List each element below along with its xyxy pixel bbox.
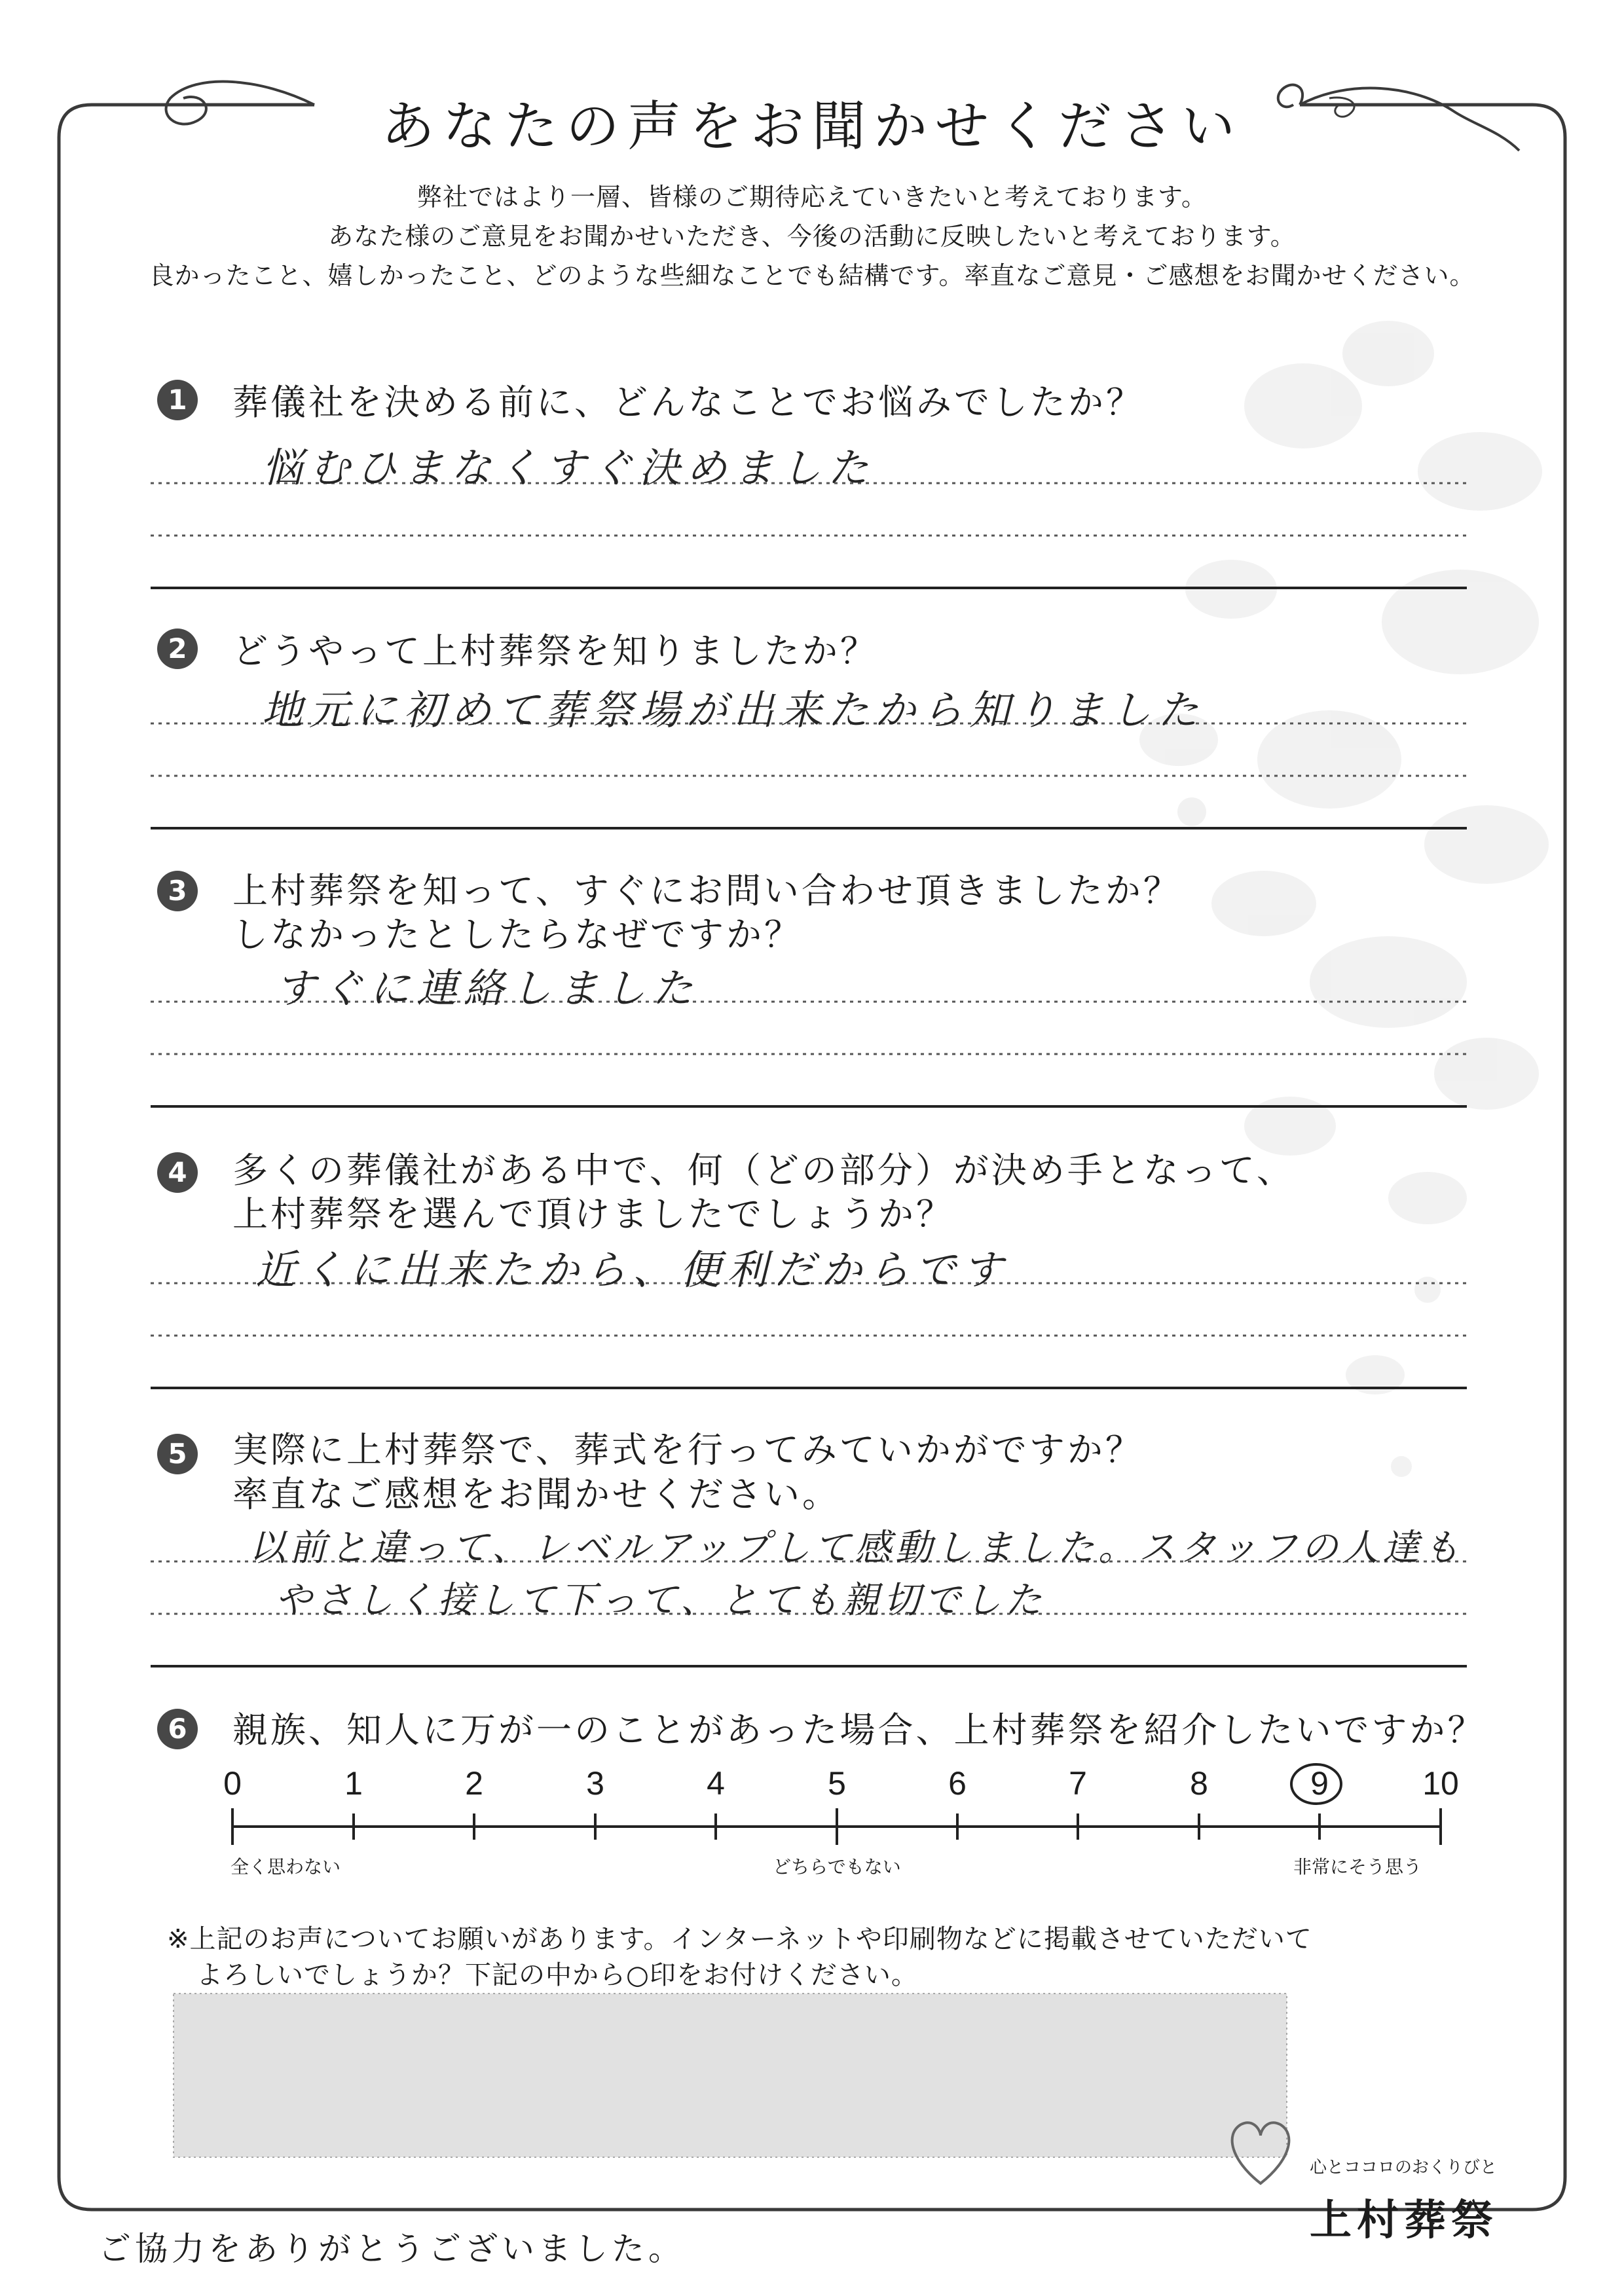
publication-notice-line-2: よろしいでしょうか？下記の中から○印をお付けください。 [196, 1960, 918, 1990]
rating-label-mid: どちらでもない [773, 1856, 901, 1878]
right-flourish [1278, 85, 1519, 151]
intro-line-1: 弊社ではより一層、皆様のご期待応えていきたいと考えております。 [417, 183, 1207, 211]
question-6-number: 6 [157, 1709, 198, 1749]
publication-notice-line-1: ※上記のお声についてお願いがあります。インターネットや印刷物などに掲載させていただいて [167, 1924, 1312, 1954]
rating-7: 7 [1069, 1765, 1087, 1802]
question-3-text-line-1: 上村葬祭を知って、すぐにお問い合わせ頂きましたか？ [232, 870, 1181, 911]
rating-3: 3 [586, 1765, 604, 1802]
rating-0: 0 [223, 1765, 242, 1802]
brand-tagline: 心とココロのおくりびと [1310, 2158, 1498, 2178]
question-1-answer: 悩むひまなくすぐ決めました [262, 444, 876, 492]
rating-8: 8 [1190, 1765, 1208, 1802]
rating-9: 9 [1310, 1765, 1329, 1802]
question-4-text-line-2: 上村葬祭を選んで頂けましたでしょうか？ [232, 1194, 954, 1235]
rating-1: 1 [344, 1765, 363, 1802]
rating-5: 5 [828, 1765, 846, 1802]
thanks-message: ご協力をありがとうございました。 [98, 2230, 685, 2268]
rating-label-high: 非常にそう思う [1293, 1856, 1422, 1878]
intro-line-2: あなた様のご意見をお聞かせいただき、今後の活動に反映したいと考えております。 [328, 222, 1296, 251]
rating-label-low: 全く思わない [231, 1856, 341, 1878]
question-1-text: 葬儀社を決める前に、どんなことでお悩みでしたか？ [232, 382, 1144, 423]
form-title: あなたの声をお聞かせください [380, 96, 1243, 158]
question-5-text-line-1: 実際に上村葬祭で、葬式を行ってみていかがですか？ [232, 1429, 1143, 1470]
brand-name: 上村葬祭 [1310, 2196, 1498, 2245]
rating-2: 2 [465, 1765, 483, 1802]
intro-line-3: 良かったこと、嬉しかったこと、どのような些細なことでも結構です。率直なご意見・ご感想をお聞かせください。 [149, 261, 1475, 290]
redacted-area [174, 1994, 1287, 2157]
question-5-answer-line-2: やさしく接して下って、とても親切でした [275, 1579, 1046, 1622]
question-3-answer: すぐに連絡しました [275, 964, 700, 1012]
question-5-answer-line-1: 以前と違って、レベルアップして感動しました。スタッフの人達も [249, 1527, 1464, 1569]
question-3-number: 3 [157, 871, 198, 911]
rating-scale-line [232, 1808, 1441, 1845]
left-flourish [166, 82, 314, 124]
question-4-number: 4 [157, 1152, 198, 1193]
question-1-number: 1 [157, 380, 198, 420]
background-petals [1139, 321, 1549, 1477]
question-6-text: 親族、知人に万が一のことがあった場合、上村葬祭を紹介したいですか？ [232, 1709, 1486, 1751]
rating-6: 6 [948, 1765, 967, 1802]
rating-4: 4 [707, 1765, 725, 1802]
question-4-answer: 近くに出来たから、便利だからです [255, 1246, 1010, 1294]
question-5-number: 5 [157, 1434, 198, 1474]
question-4-text-line-1: 多くの葬儀社がある中で、何（どの部分）が決め手となって、 [232, 1150, 1295, 1191]
question-2-text: どうやって上村葬祭を知りましたか？ [232, 630, 878, 672]
rating-10: 10 [1422, 1765, 1459, 1802]
question-2-number: 2 [157, 629, 198, 669]
question-3-text-line-2: しなかったとしたらなぜですか？ [232, 914, 802, 955]
question-2-answer: 地元に初めて葬祭場が出来たから知りました [262, 686, 1206, 734]
question-5-text-line-2: 率直なご感想をお聞かせください。 [232, 1474, 840, 1515]
